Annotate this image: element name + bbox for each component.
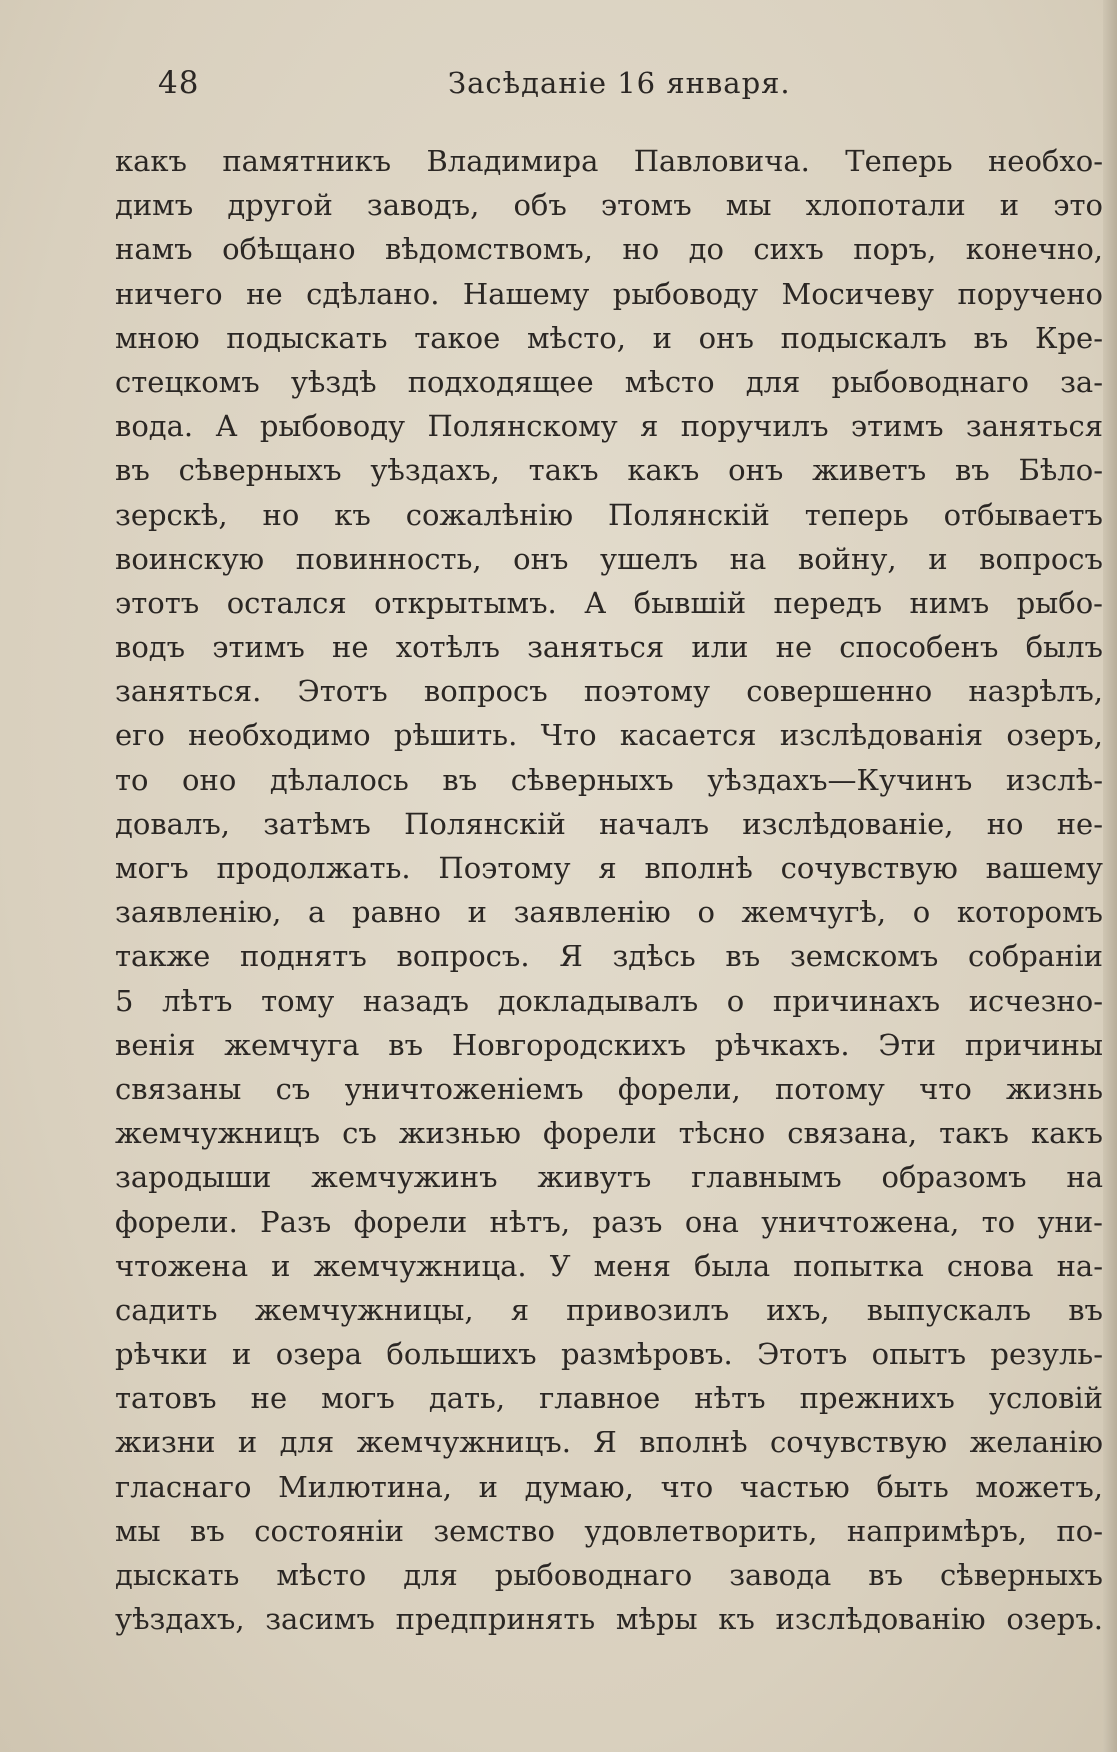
text-line: стецкомъ уѣздѣ подходящее мѣсто для рыбоводнаго за- bbox=[115, 364, 1103, 399]
text-line: этотъ остался открытымъ. А бывшій передъ нимъ рыбо- bbox=[115, 585, 1103, 620]
text-line: также поднятъ вопросъ. Я здѣсь въ земскомъ собраніи bbox=[115, 939, 1103, 974]
text-line: могъ продолжать. Поэтому я вполнѣ сочувствую вашему bbox=[115, 851, 1103, 885]
text-line: садить жемчужницы, я привозилъ ихъ, выпускалъ въ bbox=[115, 1292, 1103, 1327]
text-line: чтожена и жемчужница. У меня была попытка снова на- bbox=[115, 1248, 1103, 1283]
page-edge-shadow bbox=[1103, 0, 1117, 1752]
page-number: 48 bbox=[158, 65, 200, 101]
text-line: жизни и для жемчужницъ. Я вполнѣ сочувствую желанію bbox=[115, 1425, 1103, 1460]
text-line: мною подыскать такое мѣсто, и онъ подыскалъ въ Кре- bbox=[115, 320, 1103, 355]
text-line: венія жемчуга въ Новгородскихъ рѣчкахъ. Эти причины bbox=[115, 1027, 1103, 1062]
text-line: ничего не сдѣлано. Нашему рыбоводу Мосичеву поручено bbox=[115, 276, 1103, 311]
running-title: Засѣданіе 16 января. bbox=[448, 66, 791, 100]
text-line: мы въ состояніи земство удовлетворить, напримѣръ, по- bbox=[115, 1513, 1103, 1548]
text-line: дыскать мѣсто для рыбоводнаго завода въ сѣверныхъ bbox=[115, 1558, 1103, 1592]
text-line: жемчужницъ съ жизнью форели тѣсно связана, такъ какъ bbox=[115, 1116, 1103, 1151]
text-line: рѣчки и озера большихъ размѣровъ. Этотъ опытъ резуль- bbox=[115, 1337, 1103, 1372]
text-line: 5 лѣтъ тому назадъ докладывалъ о причинахъ исчезно- bbox=[115, 983, 1103, 1018]
body-text bbox=[115, 139, 1103, 1641]
text-line: вода. А рыбоводу Полянскому я поручилъ этимъ заняться bbox=[115, 409, 1103, 444]
text-line: его необходимо рѣшить. Что касается изслѣдованія озеръ, bbox=[115, 718, 1103, 753]
text-line: то оно дѣлалось въ сѣверныхъ уѣздахъ—Кучинъ изслѣ- bbox=[115, 762, 1103, 797]
text-line: заявленію, а равно и заявленію о жемчугѣ, о которомъ bbox=[115, 895, 1103, 930]
text-line: воинскую повинность, онъ ушелъ на войну, и вопросъ bbox=[115, 541, 1103, 576]
text-line: довалъ, затѣмъ Полянскій началъ изслѣдованіе, но не- bbox=[115, 806, 1103, 841]
text-line: татовъ не могъ дать, главное нѣтъ прежнихъ условій bbox=[115, 1381, 1103, 1416]
text-line: гласнаго Милютина, и думаю, что частью быть можетъ, bbox=[115, 1469, 1103, 1504]
page-header bbox=[158, 58, 978, 108]
text-line: уѣздахъ, засимъ предпринять мѣры къ изслѣдованію озеръ. bbox=[115, 1602, 1103, 1637]
text-line: водъ этимъ не хотѣлъ заняться или не способенъ былъ bbox=[115, 630, 1103, 665]
text-line: въ сѣверныхъ уѣздахъ, такъ какъ онъ живетъ въ Бѣло- bbox=[115, 453, 1103, 488]
text-line: димъ другой заводъ, объ этомъ мы хлопотали и это bbox=[115, 188, 1103, 223]
text-line: зерскѣ, но къ сожалѣнію Полянскій теперь отбываетъ bbox=[115, 497, 1103, 532]
text-line: какъ памятникъ Владимира Павловича. Теперь необхо- bbox=[115, 144, 1103, 178]
text-line: форели. Разъ форели нѣтъ, разъ она уничтожена, то уни- bbox=[115, 1204, 1103, 1239]
text-line: зародыши жемчужинъ живутъ главнымъ образомъ на bbox=[115, 1160, 1103, 1195]
text-line: связаны съ уничтоженіемъ форели, потому что жизнь bbox=[115, 1071, 1103, 1106]
text-line: намъ обѣщано вѣдомствомъ, но до сихъ поръ, конечно, bbox=[115, 232, 1103, 267]
text-line: заняться. Этотъ вопросъ поэтому совершенно назрѣлъ, bbox=[115, 674, 1103, 709]
